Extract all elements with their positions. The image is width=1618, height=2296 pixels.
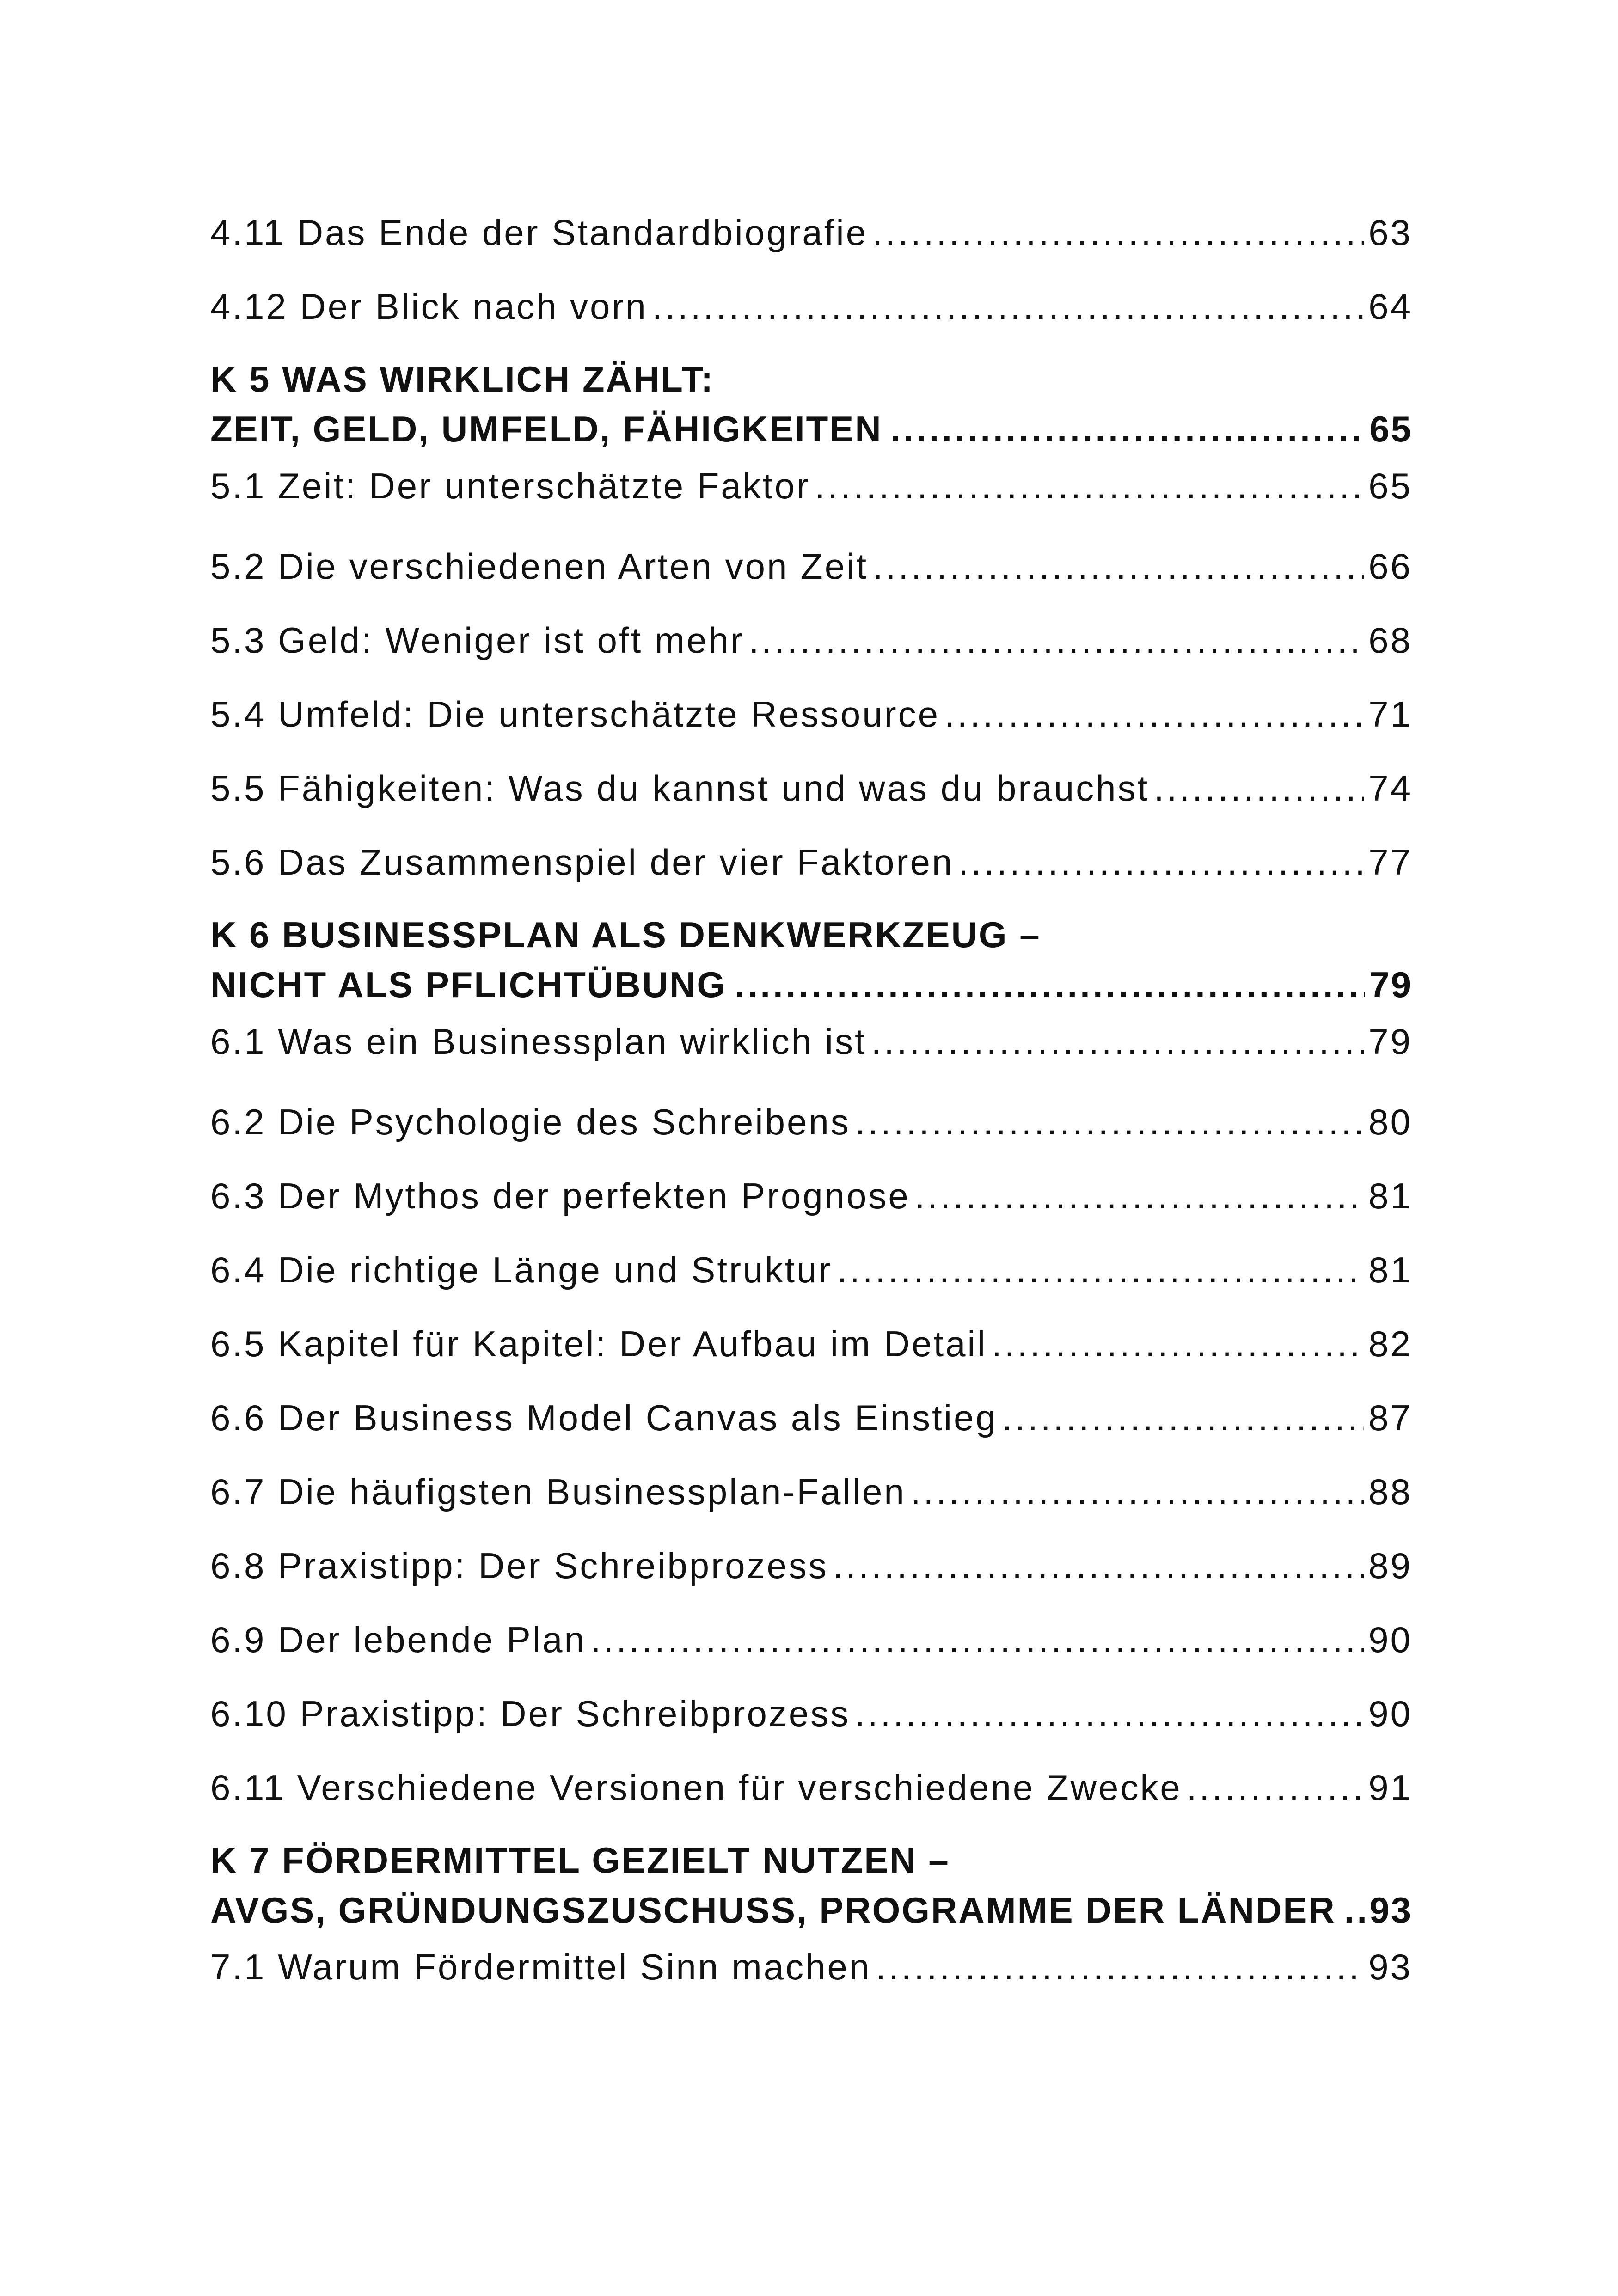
toc-page-number: 88 — [1368, 1471, 1412, 1512]
toc-page-number: 77 — [1368, 842, 1412, 882]
toc-entry[interactable] — [210, 1010, 1412, 1084]
toc-entry-title: 6.4 Die richtige Länge und Struktur — [210, 1249, 833, 1290]
toc-entry-title: 4.11 Das Ende der Standardbiografie — [210, 212, 868, 253]
chapter-title-line2: AVGS, GRÜNDUNGSZUSCHUSS, PROGRAMME DER LÄNDER — [210, 1890, 1336, 1930]
toc-page-number: 81 — [1368, 1176, 1412, 1216]
toc-page-number: 64 — [1368, 286, 1412, 327]
toc-page-number: 90 — [1368, 1619, 1412, 1660]
toc-entry[interactable] — [210, 454, 1412, 528]
toc-leader-dots — [855, 1696, 1364, 1732]
toc-entry[interactable] — [210, 268, 1412, 342]
table-of-contents — [210, 194, 1412, 2009]
toc-page-number: 93 — [1369, 1890, 1412, 1930]
toc-entry-title: 5.5 Fähigkeiten: Was du kannst und was du brauchst — [210, 768, 1150, 808]
toc-entry[interactable] — [210, 1527, 1412, 1601]
toc-entry[interactable] — [210, 1601, 1412, 1675]
toc-entry[interactable] — [210, 1305, 1412, 1379]
toc-page-number: 79 — [1369, 964, 1412, 1005]
toc-entry-title: 6.11 Verschiedene Versionen für verschiedene Zwecke — [210, 1767, 1182, 1808]
toc-chapter-heading[interactable] — [210, 898, 1412, 1010]
toc-page-number: 71 — [1368, 694, 1412, 735]
toc-leader-dots — [833, 1548, 1364, 1584]
toc-page-number: 79 — [1368, 1021, 1412, 1062]
toc-entry-title: 5.1 Zeit: Der unterschätzte Faktor — [210, 465, 810, 506]
toc-entry[interactable] — [210, 1453, 1412, 1527]
toc-entry[interactable] — [210, 528, 1412, 602]
toc-entry[interactable] — [210, 1935, 1412, 2009]
chapter-title-line1: K 5 WAS WIRKLICH ZÄHLT: — [210, 359, 715, 399]
toc-leader-dots — [992, 1326, 1364, 1362]
toc-entry[interactable] — [210, 1675, 1412, 1749]
toc-page-number: 68 — [1368, 620, 1412, 661]
toc-leader-dots — [873, 548, 1364, 584]
toc-leader-dots — [591, 1622, 1364, 1658]
toc-leader-dots — [1187, 1769, 1364, 1806]
toc-leader-dots — [944, 696, 1364, 732]
toc-leader-dots — [958, 844, 1364, 880]
toc-entry-title: 6.3 Der Mythos der perfekten Prognose — [210, 1176, 910, 1216]
toc-leader-dots — [815, 468, 1364, 504]
toc-page-number: 81 — [1368, 1249, 1412, 1290]
toc-entry-title: 5.2 Die verschiedenen Arten von Zeit — [210, 546, 869, 587]
toc-page-number: 93 — [1368, 1947, 1412, 1987]
toc-entry-title: 6.8 Praxistipp: Der Schreibprozess — [210, 1545, 828, 1586]
toc-entry[interactable] — [210, 750, 1412, 824]
toc-entry-title: 6.2 Die Psychologie des Schreibens — [210, 1102, 851, 1142]
toc-leader-dots — [871, 1023, 1364, 1059]
toc-leader-dots — [652, 288, 1364, 325]
toc-entry[interactable] — [210, 676, 1412, 750]
toc-leader-dots — [911, 1474, 1364, 1510]
toc-entry-title: 5.6 Das Zusammenspiel der vier Faktoren — [210, 842, 954, 882]
toc-entry-title: 6.7 Die häufigsten Businessplan-Fallen — [210, 1471, 906, 1512]
toc-entry-title: 6.1 Was ein Businessplan wirklich ist — [210, 1021, 867, 1062]
toc-entry[interactable] — [210, 1379, 1412, 1453]
toc-page-number: 66 — [1368, 546, 1412, 587]
toc-entry-title: 6.9 Der lebende Plan — [210, 1619, 586, 1660]
toc-leader-dots — [855, 1104, 1364, 1140]
toc-page-number: 91 — [1368, 1767, 1412, 1808]
toc-entry[interactable] — [210, 1157, 1412, 1231]
toc-page-number: 65 — [1369, 409, 1412, 449]
toc-page-number: 82 — [1368, 1323, 1412, 1364]
toc-entry-title: 6.5 Kapitel für Kapitel: Der Aufbau im Detail — [210, 1323, 987, 1364]
toc-entry-title: 7.1 Warum Fördermittel Sinn machen — [210, 1947, 871, 1987]
toc-leader-dots — [872, 214, 1364, 251]
toc-chapter-heading[interactable] — [210, 342, 1412, 454]
toc-leader-dots — [749, 622, 1364, 658]
toc-leader-dots — [876, 1949, 1364, 1985]
toc-page-number: 89 — [1368, 1545, 1412, 1586]
toc-leader-dots — [1154, 770, 1364, 806]
chapter-title-line1: K 6 BUSINESSPLAN ALS DENKWERKZEUG – — [210, 914, 1041, 955]
toc-entry[interactable] — [210, 602, 1412, 676]
toc-entry-title: 5.4 Umfeld: Die unterschätzte Ressource — [210, 694, 940, 735]
toc-leader-dots — [915, 1178, 1364, 1214]
chapter-title-line2: ZEIT, GELD, UMFELD, FÄHIGKEITEN — [210, 409, 883, 449]
toc-page-number: 87 — [1368, 1397, 1412, 1438]
toc-page-number: 80 — [1368, 1102, 1412, 1142]
toc-entry[interactable] — [210, 1749, 1412, 1823]
chapter-title-line2: NICHT ALS PFLICHTÜBUNG — [210, 964, 727, 1005]
toc-chapter-heading[interactable] — [210, 1823, 1412, 1935]
toc-page-number: 63 — [1368, 212, 1412, 253]
toc-entry-title: 6.10 Praxistipp: Der Schreibprozess — [210, 1693, 851, 1734]
toc-leader-dots — [735, 960, 1365, 1010]
toc-entry[interactable] — [210, 194, 1412, 268]
toc-page-number: 65 — [1368, 465, 1412, 506]
toc-entry[interactable] — [210, 824, 1412, 898]
toc-entry[interactable] — [210, 1084, 1412, 1157]
toc-leader-dots — [837, 1252, 1364, 1288]
chapter-title-line1: K 7 FÖRDERMITTEL GEZIELT NUTZEN – — [210, 1840, 950, 1880]
toc-entry-title: 4.12 Der Blick nach vorn — [210, 286, 648, 327]
toc-leader-dots — [1344, 1885, 1365, 1935]
toc-entry[interactable] — [210, 1231, 1412, 1305]
toc-entry-title: 5.3 Geld: Weniger ist oft mehr — [210, 620, 744, 661]
toc-page-number: 90 — [1368, 1693, 1412, 1734]
toc-leader-dots — [891, 404, 1365, 454]
toc-entry-title: 6.6 Der Business Model Canvas als Einstieg — [210, 1397, 998, 1438]
toc-leader-dots — [1002, 1400, 1364, 1436]
toc-page-number: 74 — [1368, 768, 1412, 808]
